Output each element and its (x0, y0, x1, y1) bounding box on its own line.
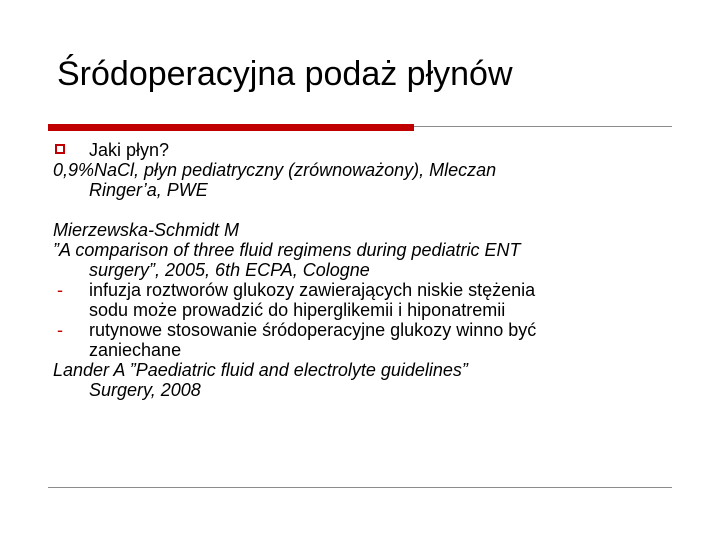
point-2-text-1: rutynowe stosowanie śródoperacyjne glukozy winno być (89, 320, 537, 340)
point-1-text-1: infuzja roztworów glukozy zawierających niskie stężenia (89, 280, 536, 300)
title-accent-bar (48, 124, 414, 131)
fluids-line-2: Ringer’a, PWE (89, 180, 208, 200)
dash-bullet: - (57, 280, 63, 300)
dash-bullet: - (57, 320, 63, 340)
reference-1-title-line-2: surgery”, 2005, 6th ECPA, Cologne (89, 260, 370, 280)
point-2-line-1 (53, 320, 693, 340)
slide-title: Śródoperacyjna podaż płynów (57, 55, 513, 93)
spacer (53, 200, 693, 220)
bottom-divider-line (48, 487, 672, 488)
slide-body (53, 140, 693, 400)
point-1-line-2: sodu może prowadzić do hiperglikemii i hiponatremii (89, 300, 506, 320)
bullet-line (53, 140, 693, 160)
reference-1-author: Mierzewska-Schmidt M (53, 220, 240, 240)
reference-2-line-1: Lander A ”Paediatric fluid and electrolyte guidelines” (53, 360, 468, 380)
point-2-line-2: zaniechane (89, 340, 182, 360)
point-1-line-1 (53, 280, 693, 300)
fluids-line-1: 0,9%NaCl, płyn pediatryczny (zrównoważony), Mleczan (53, 160, 497, 180)
bullet-question-text: Jaki płyn? (89, 140, 170, 160)
reference-2-line-2: Surgery, 2008 (89, 380, 201, 400)
reference-1-title-line-1: ”A comparison of three fluid regimens during pediatric ENT (53, 240, 521, 260)
square-outline-icon (55, 144, 65, 154)
